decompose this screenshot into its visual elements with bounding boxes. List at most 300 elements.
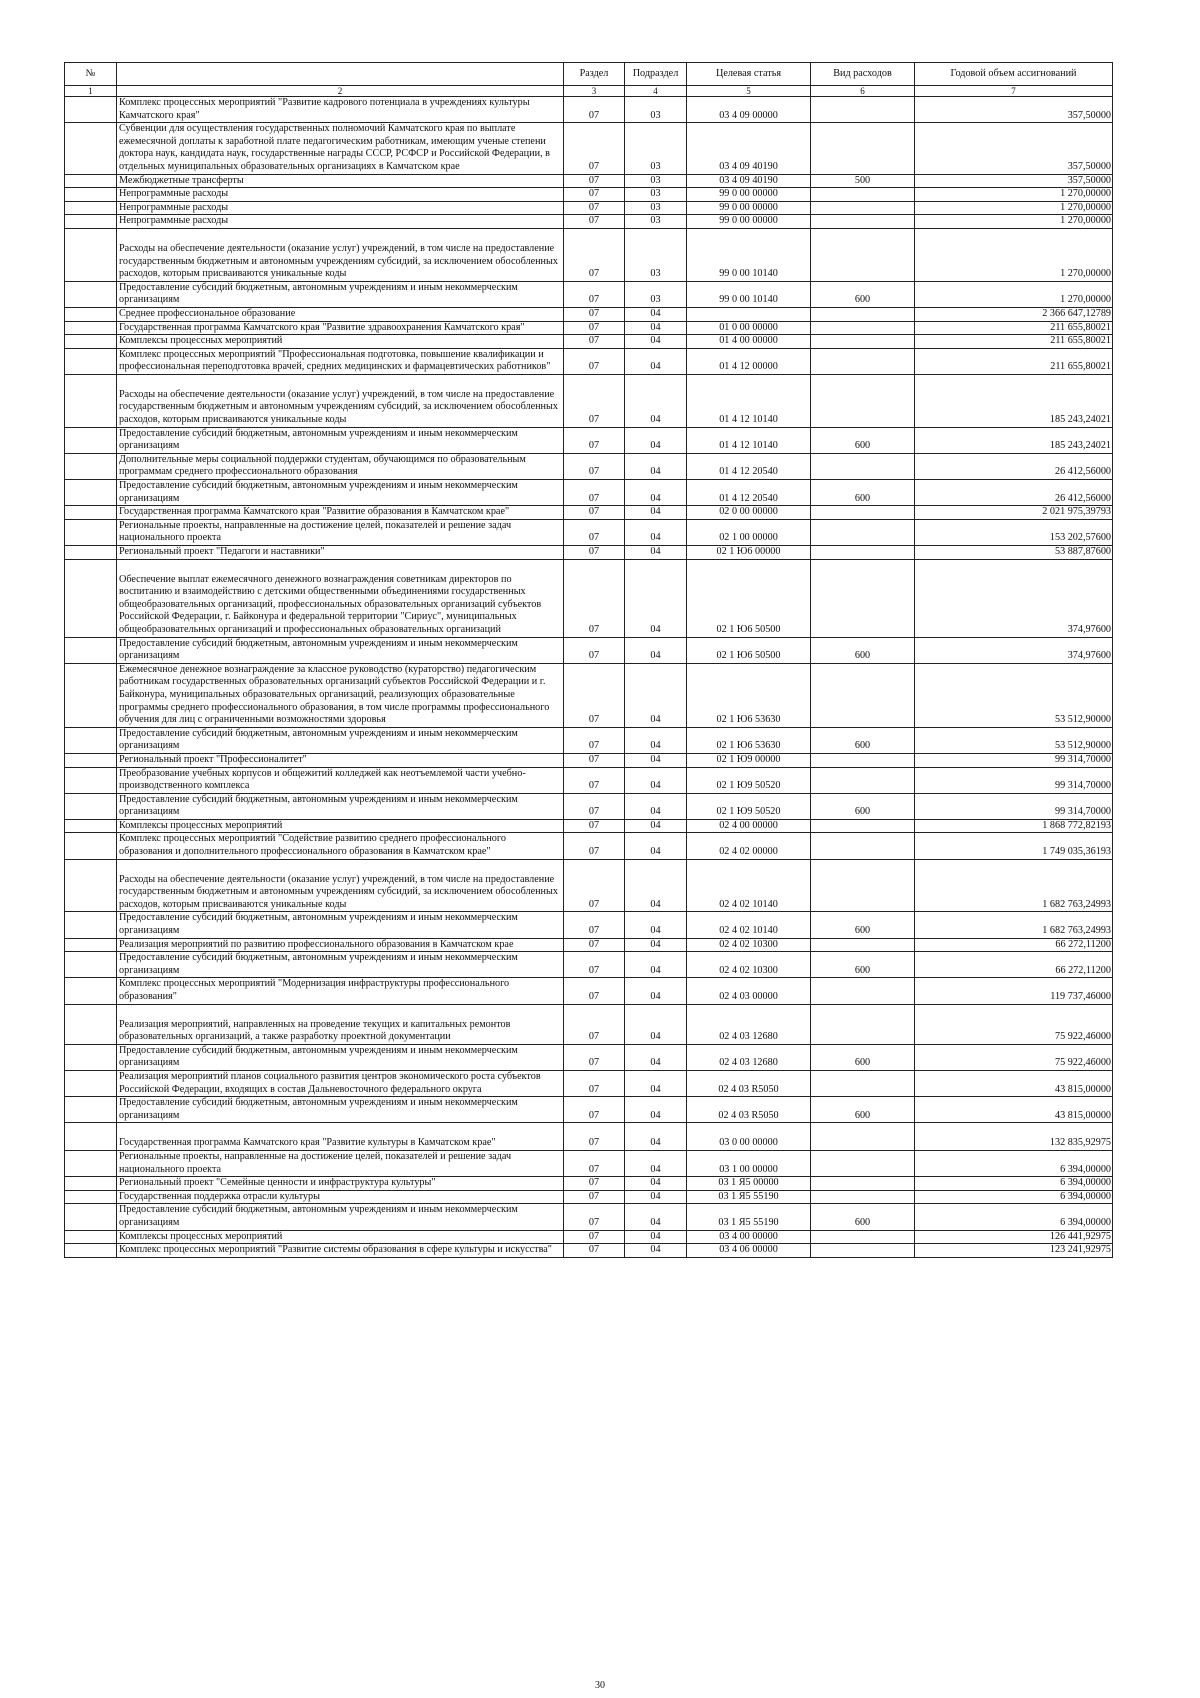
row-razdel: 07	[564, 188, 625, 202]
row-target-article: 02 1 Ю6 50500	[687, 637, 811, 663]
row-podrazdel: 04	[625, 480, 687, 506]
row-name: Государственная поддержка отрасли культуры	[117, 1190, 564, 1204]
page-number: 30	[595, 1680, 605, 1691]
row-expense-type	[811, 506, 915, 520]
row-target-article: 01 4 00 00000	[687, 335, 811, 349]
table-row	[65, 519, 1113, 545]
row-amount: 153 202,57600	[915, 519, 1113, 545]
table-row	[65, 753, 1113, 767]
row-razdel: 07	[564, 519, 625, 545]
row-razdel: 07	[564, 663, 625, 727]
row-number	[65, 793, 117, 819]
column-number: 5	[687, 86, 811, 97]
row-name: Предоставление субсидий бюджетным, автономным учреждениям и иным некоммерческим организациям	[117, 952, 564, 978]
table-row	[65, 1044, 1113, 1070]
row-podrazdel: 04	[625, 1004, 687, 1044]
table-row	[65, 453, 1113, 479]
row-amount: 1 749 035,36193	[915, 833, 1113, 859]
header-expense-type: Вид расходов	[811, 63, 915, 86]
row-name: Региональный проект "Педагоги и наставники"	[117, 546, 564, 560]
row-name: Региональные проекты, направленные на достижение целей, показателей и решение задач национального проекта	[117, 519, 564, 545]
row-podrazdel: 04	[625, 1044, 687, 1070]
row-name: Предоставление субсидий бюджетным, автономным учреждениям и иным некоммерческим организациям	[117, 281, 564, 307]
row-number	[65, 767, 117, 793]
row-target-article: 02 4 03 R5050	[687, 1097, 811, 1123]
row-amount: 126 441,92975	[915, 1230, 1113, 1244]
table-row	[65, 215, 1113, 229]
row-amount: 43 815,00000	[915, 1070, 1113, 1096]
row-amount: 43 815,00000	[915, 1097, 1113, 1123]
row-target-article: 03 1 Я5 55190	[687, 1190, 811, 1204]
row-name: Комплексы процессных мероприятий	[117, 335, 564, 349]
row-podrazdel: 04	[625, 833, 687, 859]
row-razdel: 07	[564, 281, 625, 307]
row-name: Государственная программа Камчатского края "Развитие культуры в Камчатском крае"	[117, 1123, 564, 1151]
row-number	[65, 1177, 117, 1191]
row-expense-type	[811, 819, 915, 833]
row-amount: 1 270,00000	[915, 281, 1113, 307]
row-razdel: 07	[564, 952, 625, 978]
table-row	[65, 767, 1113, 793]
row-target-article: 02 4 02 10300	[687, 938, 811, 952]
row-name: Региональный проект "Семейные ценности и инфраструктура культуры"	[117, 1177, 564, 1191]
row-target-article: 02 0 00 00000	[687, 506, 811, 520]
header-target-article: Целевая статья	[687, 63, 811, 86]
row-number	[65, 952, 117, 978]
row-podrazdel: 04	[625, 978, 687, 1004]
table-row	[65, 912, 1113, 938]
table-row	[65, 1123, 1113, 1151]
row-amount: 132 835,92975	[915, 1123, 1113, 1151]
row-target-article: 02 1 Ю6 50500	[687, 559, 811, 637]
row-target-article: 03 4 09 00000	[687, 97, 811, 123]
row-target-article: 01 4 12 00000	[687, 348, 811, 374]
row-number	[65, 1244, 117, 1258]
table-row	[65, 174, 1113, 188]
row-number	[65, 753, 117, 767]
row-target-article: 02 4 03 12680	[687, 1044, 811, 1070]
row-expense-type	[811, 1150, 915, 1176]
row-number	[65, 228, 117, 281]
row-podrazdel: 04	[625, 1097, 687, 1123]
row-name: Комплексы процессных мероприятий	[117, 1230, 564, 1244]
row-number	[65, 819, 117, 833]
row-number	[65, 1044, 117, 1070]
table-row	[65, 506, 1113, 520]
row-target-article: 99 0 00 10140	[687, 281, 811, 307]
table-row	[65, 335, 1113, 349]
table-row	[65, 833, 1113, 859]
row-target-article: 02 1 Ю6 00000	[687, 546, 811, 560]
row-target-article: 01 4 12 10140	[687, 427, 811, 453]
row-podrazdel: 04	[625, 1177, 687, 1191]
row-amount: 99 314,70000	[915, 753, 1113, 767]
row-name: Предоставление субсидий бюджетным, автономным учреждениям и иным некоммерческим организациям	[117, 480, 564, 506]
table-row	[65, 281, 1113, 307]
row-podrazdel: 04	[625, 546, 687, 560]
row-razdel: 07	[564, 912, 625, 938]
row-podrazdel: 04	[625, 859, 687, 912]
row-name: Комплекс процессных мероприятий "Содействие развитию среднего профессионального образования и дополнительного профессионального образования в Камчатском крае"	[117, 833, 564, 859]
row-number	[65, 727, 117, 753]
row-expense-type	[811, 519, 915, 545]
row-podrazdel: 04	[625, 727, 687, 753]
row-number	[65, 321, 117, 335]
table-header-row	[65, 63, 1113, 86]
row-target-article: 03 1 Я5 55190	[687, 1204, 811, 1230]
row-number	[65, 201, 117, 215]
row-number	[65, 559, 117, 637]
row-amount: 119 737,46000	[915, 978, 1113, 1004]
row-razdel: 07	[564, 1097, 625, 1123]
row-amount: 211 655,80021	[915, 348, 1113, 374]
row-name: Расходы на обеспечение деятельности (оказание услуг) учреждений, в том числе на предоставление государственным бюджетным и автономным учреждениям субсидий, за исключением обособленных расходов, которым присваиваются уникальные коды	[117, 859, 564, 912]
row-razdel: 07	[564, 1123, 625, 1151]
column-number: 4	[625, 86, 687, 97]
row-amount: 1 270,00000	[915, 228, 1113, 281]
row-target-article: 02 1 Ю9 50520	[687, 767, 811, 793]
row-podrazdel: 04	[625, 952, 687, 978]
row-name: Государственная программа Камчатского края "Развитие здравоохранения Камчатского края"	[117, 321, 564, 335]
row-number	[65, 281, 117, 307]
row-number	[65, 506, 117, 520]
row-target-article: 99 0 00 00000	[687, 188, 811, 202]
row-expense-type	[811, 307, 915, 321]
budget-table-sheet	[64, 62, 1112, 1258]
row-number	[65, 912, 117, 938]
row-target-article: 02 4 03 12680	[687, 1004, 811, 1044]
row-razdel: 07	[564, 767, 625, 793]
row-expense-type	[811, 767, 915, 793]
row-razdel: 07	[564, 1044, 625, 1070]
row-target-article: 02 1 Ю9 00000	[687, 753, 811, 767]
header-name	[117, 63, 564, 86]
row-name: Предоставление субсидий бюджетным, автономным учреждениям и иным некоммерческим организациям	[117, 793, 564, 819]
row-number	[65, 1097, 117, 1123]
row-target-article: 03 4 09 40190	[687, 123, 811, 174]
row-expense-type	[811, 321, 915, 335]
row-target-article: 99 0 00 00000	[687, 201, 811, 215]
row-number	[65, 215, 117, 229]
column-number: 7	[915, 86, 1113, 97]
row-target-article: 02 1 Ю6 53630	[687, 727, 811, 753]
row-podrazdel: 04	[625, 1244, 687, 1258]
row-razdel: 07	[564, 374, 625, 427]
row-amount: 374,97600	[915, 559, 1113, 637]
row-expense-type	[811, 1190, 915, 1204]
row-number	[65, 663, 117, 727]
row-amount: 1 270,00000	[915, 215, 1113, 229]
table-row	[65, 637, 1113, 663]
row-expense-type	[811, 215, 915, 229]
row-name: Предоставление субсидий бюджетным, автономным учреждениям и иным некоммерческим организациям	[117, 912, 564, 938]
row-target-article: 01 4 12 10140	[687, 374, 811, 427]
row-amount: 1 270,00000	[915, 188, 1113, 202]
row-number	[65, 978, 117, 1004]
row-amount: 374,97600	[915, 637, 1113, 663]
row-razdel: 07	[564, 123, 625, 174]
row-podrazdel: 04	[625, 793, 687, 819]
row-razdel: 07	[564, 215, 625, 229]
row-amount: 75 922,46000	[915, 1004, 1113, 1044]
row-number	[65, 1230, 117, 1244]
row-razdel: 07	[564, 938, 625, 952]
header-razdel: Раздел	[564, 63, 625, 86]
row-number	[65, 97, 117, 123]
row-expense-type	[811, 1177, 915, 1191]
column-number: 3	[564, 86, 625, 97]
row-razdel: 07	[564, 307, 625, 321]
row-podrazdel: 04	[625, 559, 687, 637]
table-row	[65, 859, 1113, 912]
row-amount: 75 922,46000	[915, 1044, 1113, 1070]
row-amount: 185 243,24021	[915, 427, 1113, 453]
row-expense-type	[811, 188, 915, 202]
table-row	[65, 374, 1113, 427]
row-expense-type	[811, 1004, 915, 1044]
row-amount: 211 655,80021	[915, 321, 1113, 335]
row-expense-type: 600	[811, 727, 915, 753]
row-podrazdel: 03	[625, 174, 687, 188]
row-podrazdel: 03	[625, 97, 687, 123]
row-razdel: 07	[564, 321, 625, 335]
row-name: Субвенции для осуществления государственных полномочий Камчатского края по выплате ежемесячной доплаты к заработной плате педагогическим работникам, имеющим ученые степени доктора наук, кандидата наук, государственные награды СССР, РСФСР и Российской Федерации, в отдельных муниципальных образовательных организациях в Камчатском крае	[117, 123, 564, 174]
row-podrazdel: 04	[625, 335, 687, 349]
row-amount: 26 412,56000	[915, 453, 1113, 479]
row-name: Реализация мероприятий, направленных на проведение текущих и капитальных ремонтов образовательных организаций, а также разработку проектной документации	[117, 1004, 564, 1044]
row-podrazdel: 04	[625, 307, 687, 321]
row-name: Преобразование учебных корпусов и общежитий колледжей как неотъемлемой части учебно-производственного комплекса	[117, 767, 564, 793]
table-row	[65, 1097, 1113, 1123]
row-expense-type	[811, 1123, 915, 1151]
row-expense-type	[811, 978, 915, 1004]
row-podrazdel: 03	[625, 228, 687, 281]
row-amount: 1 682 763,24993	[915, 859, 1113, 912]
row-amount: 53 512,90000	[915, 727, 1113, 753]
row-razdel: 07	[564, 506, 625, 520]
row-name: Дополнительные меры социальной поддержки студентам, обучающимся по образовательным программам среднего профессионального образования	[117, 453, 564, 479]
row-expense-type	[811, 123, 915, 174]
budget-allocation-table	[64, 62, 1113, 1258]
row-podrazdel: 03	[625, 281, 687, 307]
row-target-article: 03 4 09 40190	[687, 174, 811, 188]
row-expense-type: 600	[811, 1097, 915, 1123]
row-expense-type	[811, 753, 915, 767]
row-amount: 1 868 772,82193	[915, 819, 1113, 833]
row-number	[65, 174, 117, 188]
row-target-article: 02 4 02 10140	[687, 859, 811, 912]
table-row	[65, 1150, 1113, 1176]
row-amount: 357,50000	[915, 123, 1113, 174]
row-number	[65, 480, 117, 506]
table-row	[65, 559, 1113, 637]
row-amount: 1 270,00000	[915, 201, 1113, 215]
row-number	[65, 1150, 117, 1176]
row-name: Реализация мероприятий планов социального развития центров экономического роста субъектов Российской Федерации, входящих в состав Дальневосточного федерального округа	[117, 1070, 564, 1096]
row-amount: 53 512,90000	[915, 663, 1113, 727]
column-number: 6	[811, 86, 915, 97]
row-podrazdel: 04	[625, 663, 687, 727]
row-podrazdel: 04	[625, 1204, 687, 1230]
table-row	[65, 427, 1113, 453]
row-number	[65, 1204, 117, 1230]
table-row	[65, 307, 1113, 321]
row-name: Предоставление субсидий бюджетным, автономным учреждениям и иным некоммерческим организациям	[117, 1204, 564, 1230]
header-annual-amount: Годовой объем ассигнований	[915, 63, 1113, 86]
row-expense-type	[811, 97, 915, 123]
row-amount: 1 682 763,24993	[915, 912, 1113, 938]
row-number	[65, 859, 117, 912]
row-name: Предоставление субсидий бюджетным, автономным учреждениям и иным некоммерческим организациям	[117, 637, 564, 663]
row-expense-type: 600	[811, 912, 915, 938]
row-name: Среднее профессиональное образование	[117, 307, 564, 321]
row-amount: 26 412,56000	[915, 480, 1113, 506]
column-number: 1	[65, 86, 117, 97]
row-number	[65, 123, 117, 174]
column-number-row	[65, 86, 1113, 97]
row-target-article: 01 0 00 00000	[687, 321, 811, 335]
row-number	[65, 348, 117, 374]
row-razdel: 07	[564, 427, 625, 453]
row-target-article: 02 4 02 10300	[687, 952, 811, 978]
row-podrazdel: 03	[625, 123, 687, 174]
row-target-article: 03 1 Я5 00000	[687, 1177, 811, 1191]
table-row	[65, 201, 1113, 215]
row-number	[65, 427, 117, 453]
row-name: Комплекс процессных мероприятий "Модернизация инфраструктуры профессионального образования"	[117, 978, 564, 1004]
row-target-article	[687, 307, 811, 321]
row-expense-type	[811, 228, 915, 281]
row-number	[65, 833, 117, 859]
row-target-article: 03 0 00 00000	[687, 1123, 811, 1151]
row-expense-type	[811, 559, 915, 637]
row-podrazdel: 04	[625, 767, 687, 793]
row-razdel: 07	[564, 1150, 625, 1176]
row-expense-type: 600	[811, 793, 915, 819]
table-row	[65, 321, 1113, 335]
table-row	[65, 546, 1113, 560]
row-name: Межбюджетные трансферты	[117, 174, 564, 188]
row-podrazdel: 04	[625, 374, 687, 427]
row-razdel: 07	[564, 546, 625, 560]
row-razdel: 07	[564, 819, 625, 833]
row-podrazdel: 04	[625, 321, 687, 335]
row-razdel: 07	[564, 174, 625, 188]
row-target-article: 02 4 02 10140	[687, 912, 811, 938]
row-podrazdel: 04	[625, 1150, 687, 1176]
table-body	[65, 97, 1113, 1258]
row-amount: 53 887,87600	[915, 546, 1113, 560]
table-row	[65, 1177, 1113, 1191]
row-name: Предоставление субсидий бюджетным, автономным учреждениям и иным некоммерческим организациям	[117, 427, 564, 453]
table-row	[65, 1244, 1113, 1258]
row-number	[65, 546, 117, 560]
table-row	[65, 793, 1113, 819]
table-row	[65, 228, 1113, 281]
table-row	[65, 663, 1113, 727]
row-podrazdel: 04	[625, 427, 687, 453]
row-expense-type: 500	[811, 174, 915, 188]
row-razdel: 07	[564, 859, 625, 912]
table-row	[65, 97, 1113, 123]
row-name: Предоставление субсидий бюджетным, автономным учреждениям и иным некоммерческим организациям	[117, 1044, 564, 1070]
row-razdel: 07	[564, 228, 625, 281]
row-number	[65, 519, 117, 545]
row-target-article: 02 1 00 00000	[687, 519, 811, 545]
row-target-article: 99 0 00 10140	[687, 228, 811, 281]
row-expense-type	[811, 374, 915, 427]
row-number	[65, 1123, 117, 1151]
row-number	[65, 374, 117, 427]
row-razdel: 07	[564, 335, 625, 349]
row-target-article: 03 4 00 00000	[687, 1230, 811, 1244]
row-amount: 2 021 975,39793	[915, 506, 1113, 520]
row-expense-type: 600	[811, 952, 915, 978]
row-podrazdel: 04	[625, 819, 687, 833]
row-expense-type	[811, 1230, 915, 1244]
row-name: Предоставление субсидий бюджетным, автономным учреждениям и иным некоммерческим организациям	[117, 727, 564, 753]
row-name: Комплекс процессных мероприятий "Развитие системы образования в сфере культуры и искусства"	[117, 1244, 564, 1258]
row-expense-type	[811, 1070, 915, 1096]
row-podrazdel: 03	[625, 188, 687, 202]
table-row	[65, 1230, 1113, 1244]
row-expense-type: 600	[811, 637, 915, 663]
row-podrazdel: 04	[625, 1190, 687, 1204]
row-amount: 6 394,00000	[915, 1204, 1113, 1230]
row-podrazdel: 03	[625, 215, 687, 229]
table-row	[65, 348, 1113, 374]
row-podrazdel: 04	[625, 753, 687, 767]
row-target-article: 99 0 00 00000	[687, 215, 811, 229]
row-podrazdel: 04	[625, 912, 687, 938]
row-amount: 123 241,92975	[915, 1244, 1113, 1258]
row-razdel: 07	[564, 1004, 625, 1044]
row-razdel: 07	[564, 1230, 625, 1244]
table-row	[65, 938, 1113, 952]
row-number	[65, 307, 117, 321]
row-podrazdel: 04	[625, 348, 687, 374]
row-razdel: 07	[564, 727, 625, 753]
row-name: Региональные проекты, направленные на достижение целей, показателей и решение задач национального проекта	[117, 1150, 564, 1176]
row-name: Реализация мероприятий по развитию профессионального образования в Камчатском крае	[117, 938, 564, 952]
row-target-article: 02 4 00 00000	[687, 819, 811, 833]
row-razdel: 07	[564, 833, 625, 859]
row-razdel: 07	[564, 1070, 625, 1096]
row-razdel: 07	[564, 97, 625, 123]
row-expense-type	[811, 348, 915, 374]
table-row	[65, 819, 1113, 833]
row-target-article: 02 1 Ю9 50520	[687, 793, 811, 819]
row-expense-type: 600	[811, 1044, 915, 1070]
row-amount: 357,50000	[915, 97, 1113, 123]
row-expense-type	[811, 201, 915, 215]
row-name: Непрограммные расходы	[117, 215, 564, 229]
row-amount: 6 394,00000	[915, 1177, 1113, 1191]
table-row	[65, 1004, 1113, 1044]
table-row	[65, 123, 1113, 174]
row-expense-type	[811, 453, 915, 479]
row-podrazdel: 03	[625, 201, 687, 215]
row-name: Расходы на обеспечение деятельности (оказание услуг) учреждений, в том числе на предоставление государственным бюджетным и автономным учреждениям субсидий, за исключением обособленных расходов, которым присваиваются уникальные коды	[117, 374, 564, 427]
row-amount: 211 655,80021	[915, 335, 1113, 349]
row-expense-type: 600	[811, 480, 915, 506]
row-podrazdel: 04	[625, 1230, 687, 1244]
row-amount: 6 394,00000	[915, 1190, 1113, 1204]
row-razdel: 07	[564, 978, 625, 1004]
table-row	[65, 952, 1113, 978]
row-razdel: 07	[564, 1190, 625, 1204]
row-razdel: 07	[564, 201, 625, 215]
